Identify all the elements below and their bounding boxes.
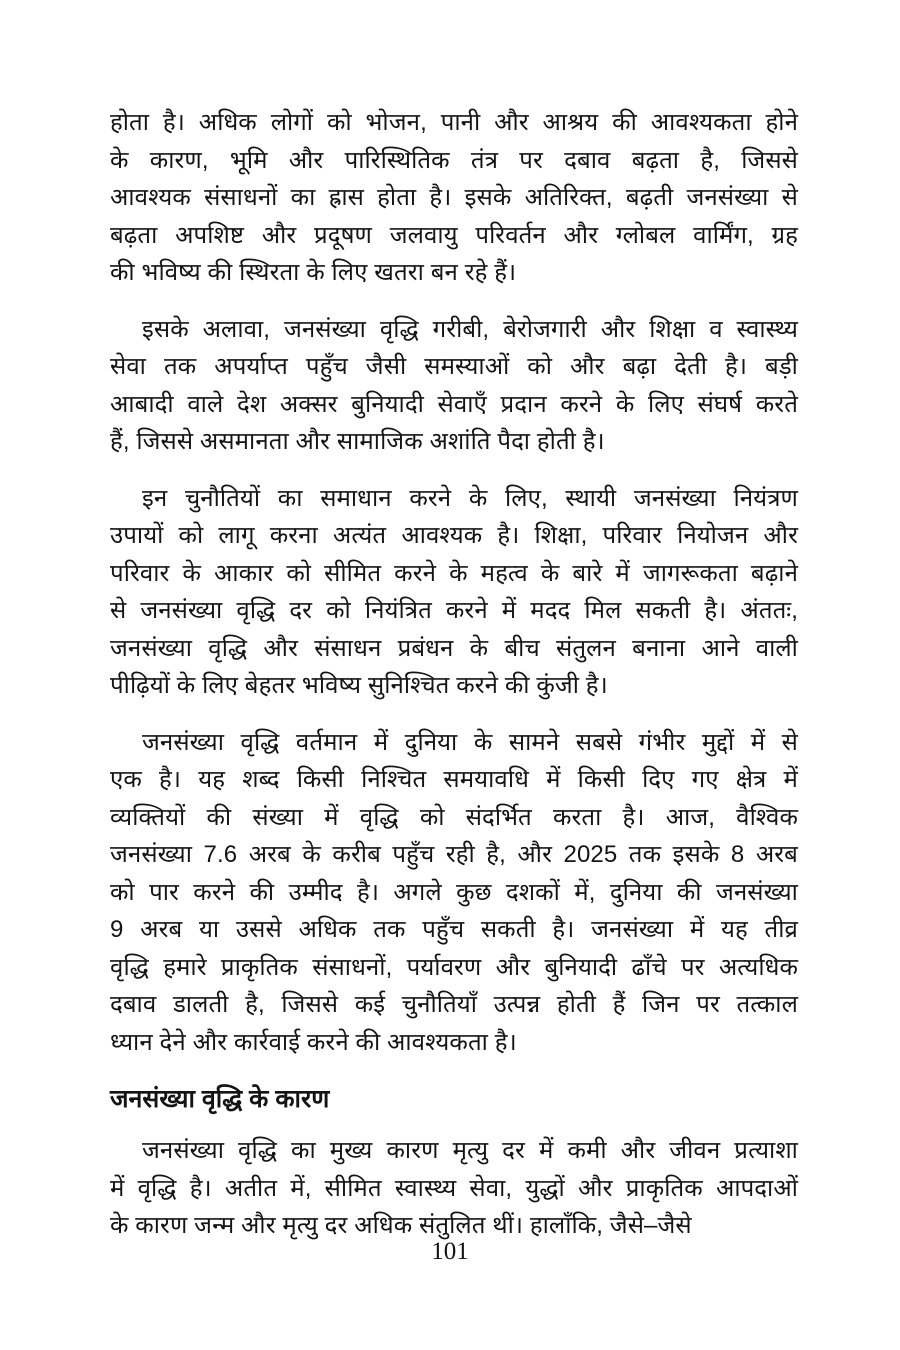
text-line: के कारण जन्म और मृत्यु दर अधिक संतुलित थीं। हालाँकि, जैसे–जैसे: [110, 1212, 692, 1239]
text-line: को पार करने की उम्मीद है। अगले कुछ दशकों में, दुनिया की जनसंख्या: [110, 878, 798, 906]
page-content: [110, 104, 798, 1264]
text-line: आबादी वाले देश अक्सर बुनियादी सेवाएँ प्रदान करने के लिए संघर्ष करते: [110, 390, 798, 418]
text-line: जनसंख्या वृद्धि और संसाधन प्रबंधन के बीच संतुलन बनाना आने वाली: [110, 634, 798, 662]
text-line: दबाव डालती है, जिससे कई चुनौतियाँ उत्पन्न होती हैं जिन पर तत्काल: [110, 991, 798, 1018]
paragraph: [110, 1132, 798, 1245]
text-line: वृद्धि हमारे प्राकृतिक संसाधनों, पर्यावरण और बुनियादी ढाँचे पर अत्यधिक: [110, 953, 798, 981]
text-line: परिवार के आकार को सीमित करने के महत्व के बारे में जागरूकता बढ़ाने: [110, 559, 798, 587]
text-line: जनसंख्या वृद्धि वर्तमान में दुनिया के सामने सबसे गंभीर मुद्दों में से: [142, 728, 798, 756]
text-line: में वृद्धि है। अतीत में, सीमित स्वास्थ्य सेवा, युद्धों और प्राकृतिक आपदाओं: [110, 1174, 798, 1202]
text-line: के कारण, भूमि और पारिस्थितिक तंत्र पर दबाव बढ़ता है, जिससे: [110, 146, 798, 174]
paragraph: [110, 311, 798, 461]
text-line: हैं, जिससे असमानता और सामाजिक अशांति पैदा होती है।: [110, 428, 605, 455]
text-line: सेवा तक अपर्याप्त पहुँच जैसी समस्याओं को और बढ़ा देती है। बड़ी: [110, 353, 798, 380]
text-line: होता है। अधिक लोगों को भोजन, पानी और आश्रय की आवश्यकता होने: [110, 109, 798, 136]
text-line: उपायों को लागू करना अत्यंत आवश्यक है। शिक्षा, परिवार नियोजन और: [110, 522, 798, 549]
text-line: जनसंख्या वृद्धि का मुख्य कारण मृत्यु दर में कमी और जीवन प्रत्याशा: [142, 1137, 798, 1164]
text-line: बढ़ता अपशिष्ट और प्रदूषण जलवायु परिवर्तन और ग्लोबल वार्मिंग, ग्रह: [110, 221, 798, 249]
text-line: व्यक्तियों की संख्या में वृद्धि को संदर्भित करता है। आज, वैश्विक: [110, 803, 798, 831]
text-line: एक है। यह शब्द किसी निश्चित समयावधि में किसी दिए गए क्षेत्र में: [110, 766, 798, 793]
text-line: ध्यान देने और कार्रवाई करने की आवश्यकता है।: [110, 1028, 517, 1056]
text-line: की भविष्य की स्थिरता के लिए खतरा बन रहे हैं।: [110, 259, 517, 286]
paragraph: [110, 480, 798, 705]
text-line: इन चुनौतियों का समाधान करने के लिए, स्थायी जनसंख्या नियंत्रण: [142, 484, 798, 512]
section-heading: जनसंख्या वृद्धि के कारण: [110, 1085, 330, 1113]
text-line: जनसंख्या 7.6 अरब के करीब पहुँच रही है, और 2025 तक इसके 8 अरब: [110, 841, 798, 868]
text-line: पीढ़ियों के लिए बेहतर भविष्य सुनिश्चित करने की कुंजी है।: [110, 672, 608, 699]
text-line: 9 अरब या उससे अधिक तक पहुँच सकती है। जनसंख्या में यह तीव्र: [110, 916, 798, 943]
paragraph: [110, 724, 798, 1062]
text-line: से जनसंख्या वृद्धि दर को नियंत्रित करने में मदद मिल सकती है। अंततः,: [110, 597, 798, 624]
page-number: 101: [431, 1238, 469, 1265]
text-line: आवश्यक संसाधनों का ह्रास होता है। इसके अतिरिक्त, बढ़ती जनसंख्या से: [110, 184, 798, 211]
text-line: इसके अलावा, जनसंख्या वृद्धि गरीबी, बेरोजगारी और शिक्षा व स्वास्थ्य: [142, 315, 798, 343]
paragraph: [110, 104, 798, 292]
